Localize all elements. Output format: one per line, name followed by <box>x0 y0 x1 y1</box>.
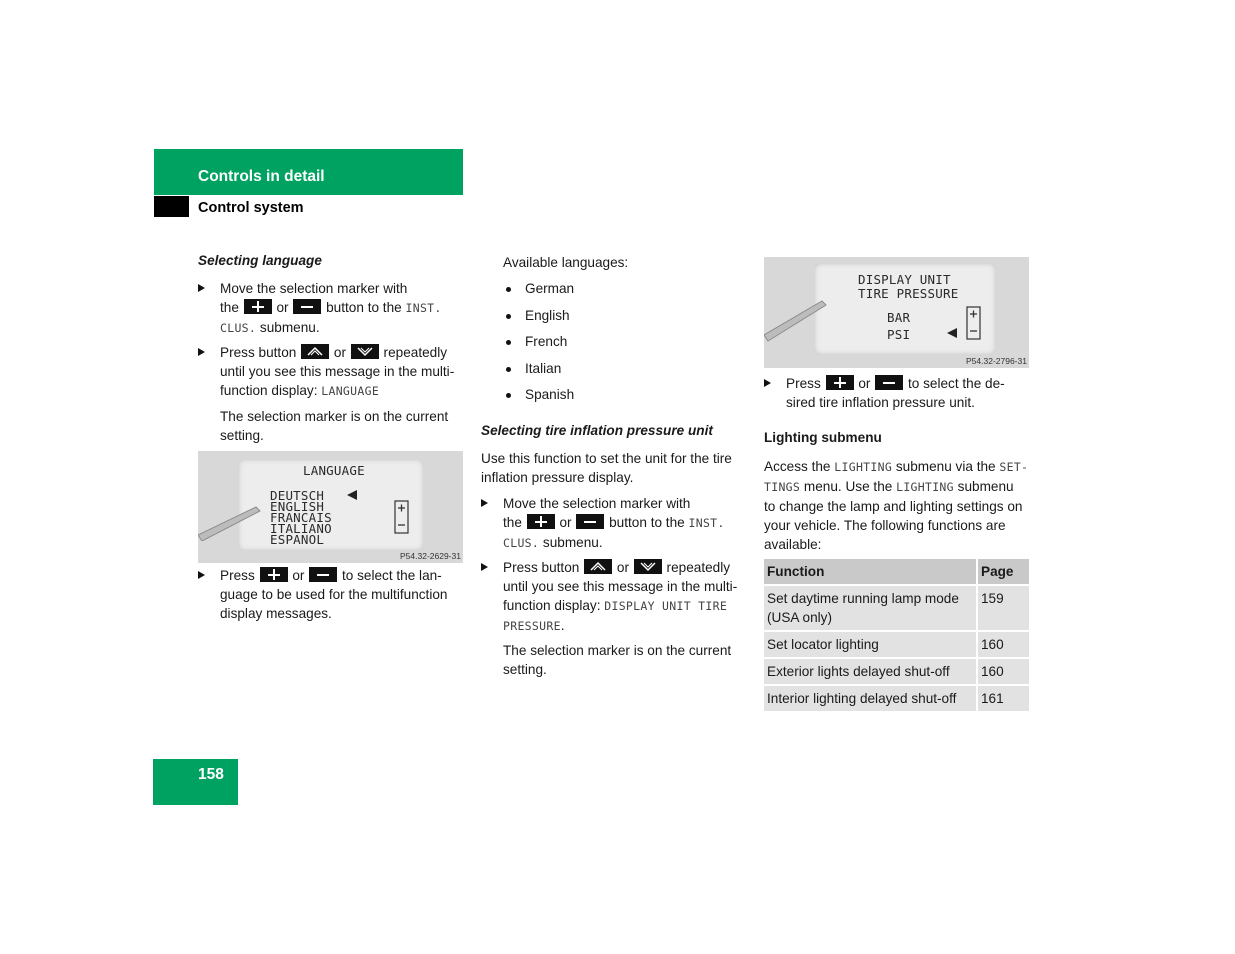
bullet-dot-icon <box>506 314 511 319</box>
list-item: Spanish <box>525 385 574 404</box>
figure-code: P54.32-2796-31 <box>966 356 1027 366</box>
plus-button-icon <box>527 514 555 529</box>
lcd-option: DEUTSCH <box>270 488 325 503</box>
minus-button-icon <box>309 567 337 582</box>
available-languages-label: Available languages: <box>503 255 629 270</box>
intro-paragraph: Use this function to set the unit for the tire inflation pressure display. <box>481 451 732 485</box>
chapter-title: Controls in detail <box>198 168 325 185</box>
lcd-option: ESPANOL <box>270 532 325 547</box>
selection-marker-icon <box>346 490 358 500</box>
plus-button-icon <box>260 567 288 582</box>
step-move-marker: Move the selection marker with the or button to the INST. CLUS. submenu. <box>220 279 470 338</box>
tire-pressure-display-figure <box>764 257 1029 368</box>
lighting-paragraph: Access the LIGHTING submenu via the SET- TINGS menu. Use the LIGHTING submenu to change the lamp and lighting settings on your vehicle. The following functions are available: <box>764 459 1029 552</box>
stylus-pointer-icon <box>198 501 268 541</box>
down-button-icon <box>351 344 379 359</box>
up-button-icon <box>584 559 612 574</box>
list-item: German <box>525 279 574 298</box>
table-cell-function: Set daytime running lamp mode (USA only) <box>764 584 978 630</box>
table-cell-function: Exterior lights delayed shut-off <box>764 657 978 684</box>
note-current-setting: The selection marker is on the current setting. <box>220 409 449 443</box>
lighting-functions-table <box>764 559 1029 711</box>
plus-minus-scale-icon <box>394 500 409 534</box>
bullet-arrow-icon <box>481 499 488 507</box>
table-row <box>764 584 1029 630</box>
lcd-option: FRANCAIS <box>270 510 332 525</box>
table-row <box>764 684 1029 711</box>
table-row <box>764 657 1029 684</box>
lcd-option: PSI <box>887 327 911 342</box>
minus-button-icon <box>875 375 903 390</box>
plus-minus-scale-icon <box>966 306 981 340</box>
bullet-arrow-icon <box>764 379 771 387</box>
table-cell-page: 160 <box>978 657 1029 684</box>
bullet-dot-icon <box>506 340 511 345</box>
down-button-icon <box>634 559 662 574</box>
table-header-row <box>764 559 1029 584</box>
section-title: Control system <box>198 200 304 216</box>
bullet-arrow-icon <box>481 563 488 571</box>
list-item: English <box>525 306 570 325</box>
lcd-line: TIRE PRESSURE <box>858 286 959 301</box>
step-press-button: Press button or repeatedly until you see this message in the multi- function display: DISPLAY UNIT TIRE PRESSURE. <box>503 558 753 636</box>
plus-button-icon <box>244 299 272 314</box>
list-item: Italian <box>525 359 561 378</box>
page-number: 158 <box>198 766 224 783</box>
lcd-option: ENGLISH <box>270 499 325 514</box>
bullet-arrow-icon <box>198 284 205 292</box>
table-row <box>764 630 1029 657</box>
up-button-icon <box>301 344 329 359</box>
lcd-option: ITALIANO <box>270 521 332 536</box>
table-cell-page: 161 <box>978 684 1029 711</box>
column-header-function: Function <box>764 559 978 584</box>
section-marker <box>154 196 189 217</box>
heading-selecting-language: Selecting language <box>198 253 322 268</box>
minus-button-icon <box>293 299 321 314</box>
minus-button-icon <box>576 514 604 529</box>
language-display-figure <box>198 451 463 563</box>
page-number-box <box>153 759 238 805</box>
table-cell-function: Set locator lighting <box>764 630 978 657</box>
step-select-language: Press or to select the lan- guage to be used for the multifunction display messages. <box>220 566 470 623</box>
list-item: French <box>525 332 567 351</box>
table-cell-page: 159 <box>978 584 1029 630</box>
bullet-dot-icon <box>506 287 511 292</box>
lcd-title: LANGUAGE <box>303 463 365 478</box>
table-cell-function: Interior lighting delayed shut-off <box>764 684 978 711</box>
heading-lighting-submenu: Lighting submenu <box>764 430 882 445</box>
bullet-dot-icon <box>506 393 511 398</box>
bullet-arrow-icon <box>198 571 205 579</box>
lcd-option: BAR <box>887 310 911 325</box>
column-header-page: Page <box>978 559 1029 584</box>
step-select-unit: Press or to select the de- sired tire inflation pressure unit. <box>786 374 1031 412</box>
selection-marker-icon <box>946 328 958 338</box>
table-cell-page: 160 <box>978 630 1029 657</box>
step-press-button: Press button or repeatedly until you see this message in the multi- function display: LANGUAGE <box>220 343 470 401</box>
plus-button-icon <box>826 375 854 390</box>
lcd-line: DISPLAY UNIT <box>858 272 951 287</box>
bullet-arrow-icon <box>198 348 205 356</box>
note-current-setting: The selection marker is on the current setting. <box>503 643 732 677</box>
step-move-marker: Move the selection marker with the or button to the INST. CLUS. submenu. <box>503 494 753 553</box>
bullet-dot-icon <box>506 367 511 372</box>
figure-code: P54.32-2629-31 <box>400 551 461 561</box>
heading-tire-pressure-unit: Selecting tire inflation pressure unit <box>481 423 713 438</box>
stylus-pointer-icon <box>764 297 834 342</box>
